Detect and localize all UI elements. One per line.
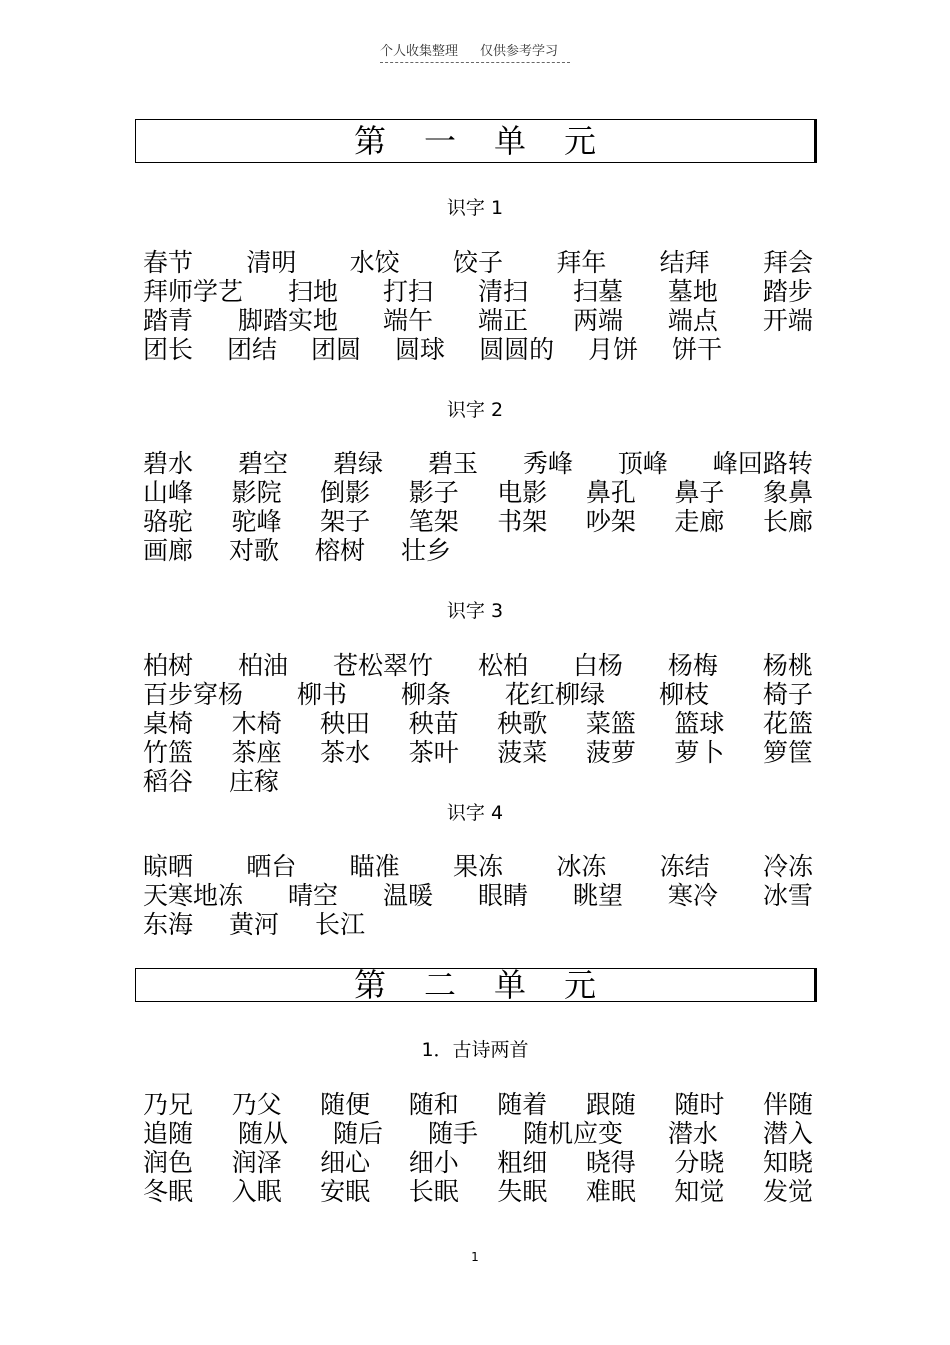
word-row	[143, 651, 813, 680]
word: 入眠	[231, 1177, 282, 1206]
word: 扫墓	[572, 277, 623, 306]
word: 黄河	[229, 910, 280, 939]
word: 篮球	[674, 709, 725, 738]
unit-title-2: 第二单元	[135, 968, 817, 1002]
word: 温暖	[382, 881, 433, 910]
word-row	[143, 536, 813, 565]
word-row	[143, 248, 813, 277]
section-title-shizi-2: 识字 2	[446, 399, 504, 421]
word: 乃兄	[143, 1090, 194, 1119]
word-row	[143, 277, 813, 306]
word: 秧苗	[408, 709, 459, 738]
word: 茶水	[320, 738, 371, 767]
word: 粗细	[497, 1148, 548, 1177]
word: 晒台	[246, 852, 297, 881]
word: 峰回路转	[712, 449, 813, 478]
word: 分晓	[674, 1148, 725, 1177]
word-row	[143, 852, 813, 881]
unit-title-1: 第一单元	[135, 119, 817, 163]
word: 花篮	[762, 709, 813, 738]
word: 木椅	[231, 709, 282, 738]
header-note	[380, 40, 570, 63]
word: 冻结	[659, 852, 710, 881]
word: 伴随	[762, 1090, 813, 1119]
word: 冬眠	[143, 1177, 194, 1206]
word: 失眠	[497, 1177, 548, 1206]
word: 菜篮	[585, 709, 636, 738]
word: 晾晒	[143, 852, 194, 881]
word: 稻谷	[143, 767, 194, 796]
word: 团结	[227, 335, 278, 364]
word: 眼睛	[477, 881, 528, 910]
word: 长江	[315, 910, 366, 939]
word: 随时	[674, 1090, 725, 1119]
word-row	[143, 709, 813, 738]
word: 瞄准	[349, 852, 400, 881]
word: 晓得	[585, 1148, 636, 1177]
word: 倒影	[320, 478, 371, 507]
word: 箩筐	[762, 738, 813, 767]
word: 踏青	[143, 306, 194, 335]
word: 笔架	[408, 507, 459, 536]
word: 结拜	[659, 248, 710, 277]
word: 苍松翠竹	[332, 651, 433, 680]
header-note-right: 仅供参考学习	[480, 44, 559, 59]
word: 团圆	[311, 335, 362, 364]
word: 跟随	[585, 1090, 636, 1119]
word-row	[143, 1119, 813, 1148]
word: 春节	[143, 248, 194, 277]
word: 茶叶	[408, 738, 459, 767]
word: 潜水	[667, 1119, 718, 1148]
page-number: 1	[471, 1250, 479, 1264]
word: 随手	[427, 1119, 478, 1148]
word: 长眠	[408, 1177, 459, 1206]
word: 百步穿杨	[143, 680, 244, 709]
word: 山峰	[143, 478, 194, 507]
word: 冰雪	[762, 881, 813, 910]
word: 扫地	[287, 277, 338, 306]
word: 花红柳绿	[504, 680, 605, 709]
word: 拜师学艺	[143, 277, 244, 306]
word: 细小	[408, 1148, 459, 1177]
word: 象鼻	[762, 478, 813, 507]
word: 打扫	[382, 277, 433, 306]
word: 天寒地冻	[143, 881, 244, 910]
word-row	[143, 1090, 813, 1119]
word-block-shizi-3	[143, 651, 813, 796]
word: 端点	[667, 306, 718, 335]
word: 碧空	[237, 449, 288, 478]
word: 电影	[497, 478, 548, 507]
word: 墓地	[667, 277, 718, 306]
word: 追随	[143, 1119, 194, 1148]
word: 榕树	[315, 536, 366, 565]
word: 东海	[143, 910, 194, 939]
word: 秧田	[320, 709, 371, 738]
word: 冷冻	[762, 852, 813, 881]
word: 随后	[332, 1119, 383, 1148]
section-title-shizi-3: 识字 3	[446, 600, 504, 622]
word: 团长	[143, 335, 194, 364]
word-row	[143, 306, 813, 335]
word: 驼峰	[231, 507, 282, 536]
word-row	[143, 449, 813, 478]
word: 鼻子	[674, 478, 725, 507]
word: 柳书	[296, 680, 347, 709]
word: 走廊	[674, 507, 725, 536]
word: 柏油	[237, 651, 288, 680]
word: 随便	[320, 1090, 371, 1119]
word: 细心	[320, 1148, 371, 1177]
header-note-left: 个人收集整理	[380, 44, 459, 59]
word: 润色	[143, 1148, 194, 1177]
word: 饺子	[452, 248, 503, 277]
word: 随着	[497, 1090, 548, 1119]
word-row	[143, 738, 813, 767]
word: 寒冷	[667, 881, 718, 910]
word: 开端	[762, 306, 813, 335]
word: 萝卜	[674, 738, 725, 767]
word: 两端	[572, 306, 623, 335]
word: 知觉	[674, 1177, 725, 1206]
word: 安眠	[320, 1177, 371, 1206]
word: 清扫	[477, 277, 528, 306]
word: 椅子	[762, 680, 813, 709]
word: 端午	[382, 306, 433, 335]
word: 影院	[231, 478, 282, 507]
word: 壮乡	[401, 536, 452, 565]
word: 吵架	[585, 507, 636, 536]
word: 杨梅	[667, 651, 718, 680]
word: 拜年	[556, 248, 607, 277]
word: 杨桃	[762, 651, 813, 680]
word: 架子	[320, 507, 371, 536]
word-block-shizi-4	[143, 852, 813, 939]
word: 书架	[497, 507, 548, 536]
word: 水饺	[349, 248, 400, 277]
word: 竹篮	[143, 738, 194, 767]
word: 碧玉	[427, 449, 478, 478]
word: 庄稼	[229, 767, 280, 796]
word: 冰冻	[556, 852, 607, 881]
section-title-shizi-1: 识字 1	[446, 197, 504, 219]
word-block-shizi-2	[143, 449, 813, 565]
word: 潜入	[762, 1119, 813, 1148]
word: 随和	[408, 1090, 459, 1119]
word: 难眠	[585, 1177, 636, 1206]
word-block-poems	[143, 1090, 813, 1206]
word: 果冻	[452, 852, 503, 881]
word-row	[143, 478, 813, 507]
word: 顶峰	[617, 449, 668, 478]
word: 秀峰	[522, 449, 573, 478]
word: 乃父	[231, 1090, 282, 1119]
word: 踏步	[762, 277, 813, 306]
word: 拜会	[762, 248, 813, 277]
word: 对歌	[229, 536, 280, 565]
word: 鼻孔	[585, 478, 636, 507]
section-title-shizi-4: 识字 4	[446, 802, 504, 824]
word: 柳条	[400, 680, 451, 709]
word: 骆驼	[143, 507, 194, 536]
word-row	[143, 1177, 813, 1206]
word: 月饼	[588, 335, 639, 364]
word-row	[143, 881, 813, 910]
word: 发觉	[762, 1177, 813, 1206]
word: 端正	[477, 306, 528, 335]
word: 晴空	[287, 881, 338, 910]
word-row	[143, 507, 813, 536]
word: 画廊	[143, 536, 194, 565]
word-row	[143, 680, 813, 709]
word: 茶座	[231, 738, 282, 767]
word: 白杨	[572, 651, 623, 680]
word: 柳枝	[658, 680, 709, 709]
word: 桌椅	[143, 709, 194, 738]
word-row	[143, 767, 813, 796]
word: 随机应变	[522, 1119, 623, 1148]
word: 脚踏实地	[237, 306, 338, 335]
word-row	[143, 1148, 813, 1177]
word: 碧绿	[332, 449, 383, 478]
word: 碧水	[143, 449, 194, 478]
word: 润泽	[231, 1148, 282, 1177]
word: 知晓	[762, 1148, 813, 1177]
word-block-shizi-1	[143, 248, 813, 364]
word: 菠菜	[497, 738, 548, 767]
word: 随从	[237, 1119, 288, 1148]
word: 秧歌	[497, 709, 548, 738]
word: 清明	[246, 248, 297, 277]
word: 菠萝	[585, 738, 636, 767]
word: 圆球	[395, 335, 446, 364]
section-title-poems: 1．古诗两首	[421, 1039, 529, 1061]
word: 眺望	[572, 881, 623, 910]
word: 影子	[408, 478, 459, 507]
word-row	[143, 910, 813, 939]
word-row	[143, 335, 813, 364]
word: 松柏	[477, 651, 528, 680]
word: 长廊	[762, 507, 813, 536]
word: 饼干	[672, 335, 723, 364]
word: 柏树	[143, 651, 194, 680]
word: 圆圆的	[479, 335, 555, 364]
